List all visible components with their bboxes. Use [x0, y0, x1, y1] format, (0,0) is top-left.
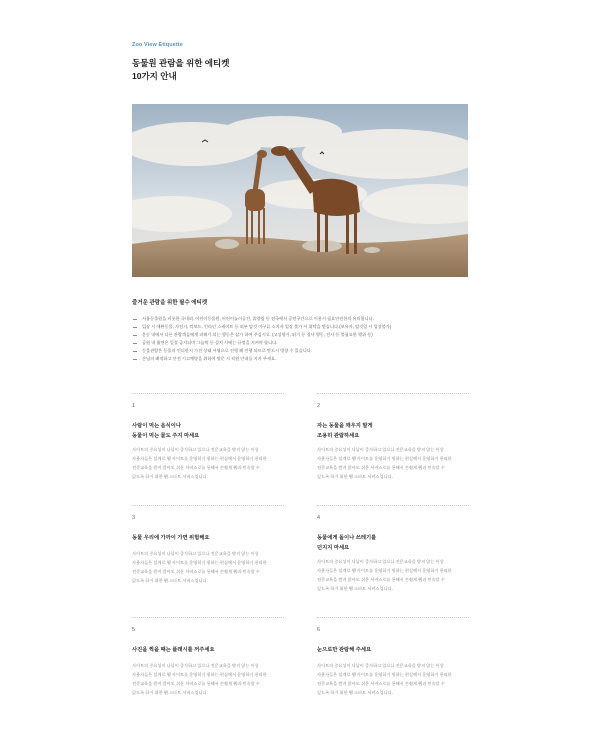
card-heading — [317, 645, 371, 655]
card-heading-line: 자는 동물을 깨우지 말게 — [317, 423, 373, 429]
giraffe-photo — [132, 104, 468, 277]
rules-title: 즐거운 관람을 위한 필수 에티켓 — [132, 300, 208, 306]
card-heading-line: 동물에게 돌이나 쓰레기를 — [317, 535, 377, 541]
rules-item: 손님의 쾌적하고 안전 시고예방을 위하여 방문 시 직원 안내를 지켜 주세요. — [132, 355, 468, 363]
card-heading — [317, 421, 373, 441]
card-body-line: 있도록 하기 위한 웹 스타트 서비스입니다. — [317, 474, 393, 479]
card-divider — [132, 617, 284, 618]
card-body-line: 사이트의 중요성이 나날이 증가하고 있으나 전문교육을 받지 않는 이상 — [317, 447, 444, 452]
card-body-line: 있도록 하기 위한 웹 스타트 서비스입니다. — [132, 690, 208, 695]
card-heading-line: 사진을 찍을 때는 플래시를 꺼주세요 — [132, 647, 215, 653]
card-body — [132, 549, 284, 585]
card-body-line: 있도록 하기 위한 웹 스타트 서비스입니다. — [132, 474, 208, 479]
rules-item: 서울동물원을 비롯한 국내외, 어린이동물원, 어린이놀이공간, 휴양림 등 전국에서 공연구간으로 이용시 필요안전한의 유의합니다. — [132, 315, 468, 323]
card-number: 3 — [132, 515, 136, 521]
card-body-line: 사이트의 중요성이 나날이 증가하고 있으나 전문교육을 받지 않는 이상 — [317, 559, 444, 564]
card-heading-line: 눈으로만 관람해 주세요 — [317, 647, 372, 653]
card-body — [132, 661, 284, 697]
rules-item: 입장 시 애완동물, 자전거, 킥보드, 인라인 스케이트 등 외부 탈것 이구류 소지자 입장 불가 시 위탁을 받습니다.(보유자, 탈것일 시 입장불가) — [132, 323, 468, 331]
card-body-line: 있도록 하기 위한 웹 스타트 서비스입니다. — [132, 578, 208, 583]
page-title-line-1: 동물원 관람을 위한 에티켓 — [132, 58, 230, 68]
page-title — [132, 57, 229, 83]
card-heading — [132, 533, 210, 543]
card-body-line: 사용자들은 설계로 웹 사이트를 운영하기 원하는 현실에서 운영하기 편리한 — [132, 672, 267, 677]
card-heading-line: 동물이 먹는 물도 주지 마세요 — [132, 433, 200, 439]
card-number: 1 — [132, 403, 136, 409]
card-heading-line: 동물 우리에 가까이 가면 위험해요 — [132, 535, 210, 541]
card-heading-line: 던지지 마세요 — [317, 545, 350, 551]
card-body-line: 사용자들은 설계로 웹 사이트를 운영하기 원하는 현실에서 운영하기 편리한 — [132, 456, 267, 461]
rules-item: 운동 내에서 다른 관람객들에게 피해가 되는 행동은 삼가 하여 주십시오. (고성방가, 뛰기 등 경사 행동, 전사 등 불필요한 행위 등) — [132, 331, 468, 339]
rules-list — [132, 315, 468, 364]
page-title-line-2: 10가지 안내 — [132, 71, 177, 81]
card-body-line: 사이트의 중요성이 나날이 증가하고 있으나 전문교육을 받지 않는 이상 — [132, 663, 259, 668]
card-body-line: 사용자들은 설계로 웹 사이트를 운영하기 원하는 현실에서 운영하기 편리한 — [317, 568, 452, 573]
card-divider — [317, 505, 469, 506]
card-divider — [132, 505, 284, 506]
card-body-line: 전문교육을 받지 않아도 쉬운 서비스로를 통해서 손쉽게 웹과 민속할 수 — [132, 681, 260, 686]
card-body-line: 전문교육을 받지 않아도 쉬운 서비스로를 통해서 손쉽게 웹과 민속할 수 — [132, 569, 260, 574]
card-body — [132, 445, 284, 481]
card-number: 6 — [317, 627, 321, 633]
card-body-line: 전문교육을 받지 않아도 쉬운 서비스로를 통해서 손쉽게 웹과 민속할 수 — [317, 465, 445, 470]
card-divider — [132, 393, 284, 394]
card-number: 5 — [132, 627, 136, 633]
card-heading — [132, 421, 199, 441]
card-body — [317, 661, 469, 697]
card-body — [317, 445, 469, 481]
card-body-line: 사이트의 중요성이 나날이 증가하고 있으나 전문교육을 받지 않는 이상 — [317, 663, 444, 668]
card-body-line: 사용자들은 설계로 웹 사이트를 운영하기 원하는 현실에서 운영하기 편리한 — [317, 672, 452, 677]
card-number: 2 — [317, 403, 321, 409]
card-divider — [317, 393, 469, 394]
card-body-line: 전문교육을 받지 않아도 쉬운 서비스로를 통해서 손쉽게 웹과 민속할 수 — [317, 681, 445, 686]
eyebrow-label: Zoo View Etiquette — [132, 42, 183, 48]
card-body-line: 전문교육을 받지 않아도 쉬운 서비스로를 통해서 손쉽게 웹과 민속할 수 — [132, 465, 260, 470]
hero-image — [132, 104, 468, 277]
card-divider — [317, 617, 469, 618]
card-body-line: 사이트의 중요성이 나날이 증가하고 있으나 전문교육을 받지 않는 이상 — [132, 551, 259, 556]
card-heading-line: 조용히 관람하세요 — [317, 433, 360, 439]
card-body-line: 사용자들은 설계로 웹 사이트를 운영하기 원하는 현실에서 운영하기 편리한 — [132, 560, 267, 565]
card-body-line: 있도록 하기 위한 웹 스타트 서비스입니다. — [317, 586, 393, 591]
card-body-line: 전문교육을 받지 않아도 쉬운 서비스로를 통해서 손쉽게 웹과 민속할 수 — [317, 577, 445, 582]
card-body-line: 있도록 하기 위한 웹 스타트 서비스입니다. — [317, 690, 393, 695]
card-heading — [317, 533, 376, 553]
rules-item: 동물관람은 동물의 언더한지 가진 상태 서영으로 진행 해 진행 되므로 반드시 방향 수 있습니다. — [132, 347, 468, 355]
card-body-line: 사용자들은 설계로 웹 사이트를 운영하기 원하는 현실에서 운영하기 편리한 — [317, 456, 452, 461]
card-heading-line: 사람이 먹는 음식이나 — [132, 423, 181, 429]
card-number: 4 — [317, 515, 321, 521]
card-body — [317, 557, 469, 593]
rules-item: 공원 내 흡연은 일절 금지되며 그늘막 등 설치 시에는 규정을 지켜야 합니다. — [132, 339, 468, 347]
card-body-line: 사이트의 중요성이 나날이 증가하고 있으나 전문교육을 받지 않는 이상 — [132, 447, 259, 452]
card-heading — [132, 645, 215, 655]
